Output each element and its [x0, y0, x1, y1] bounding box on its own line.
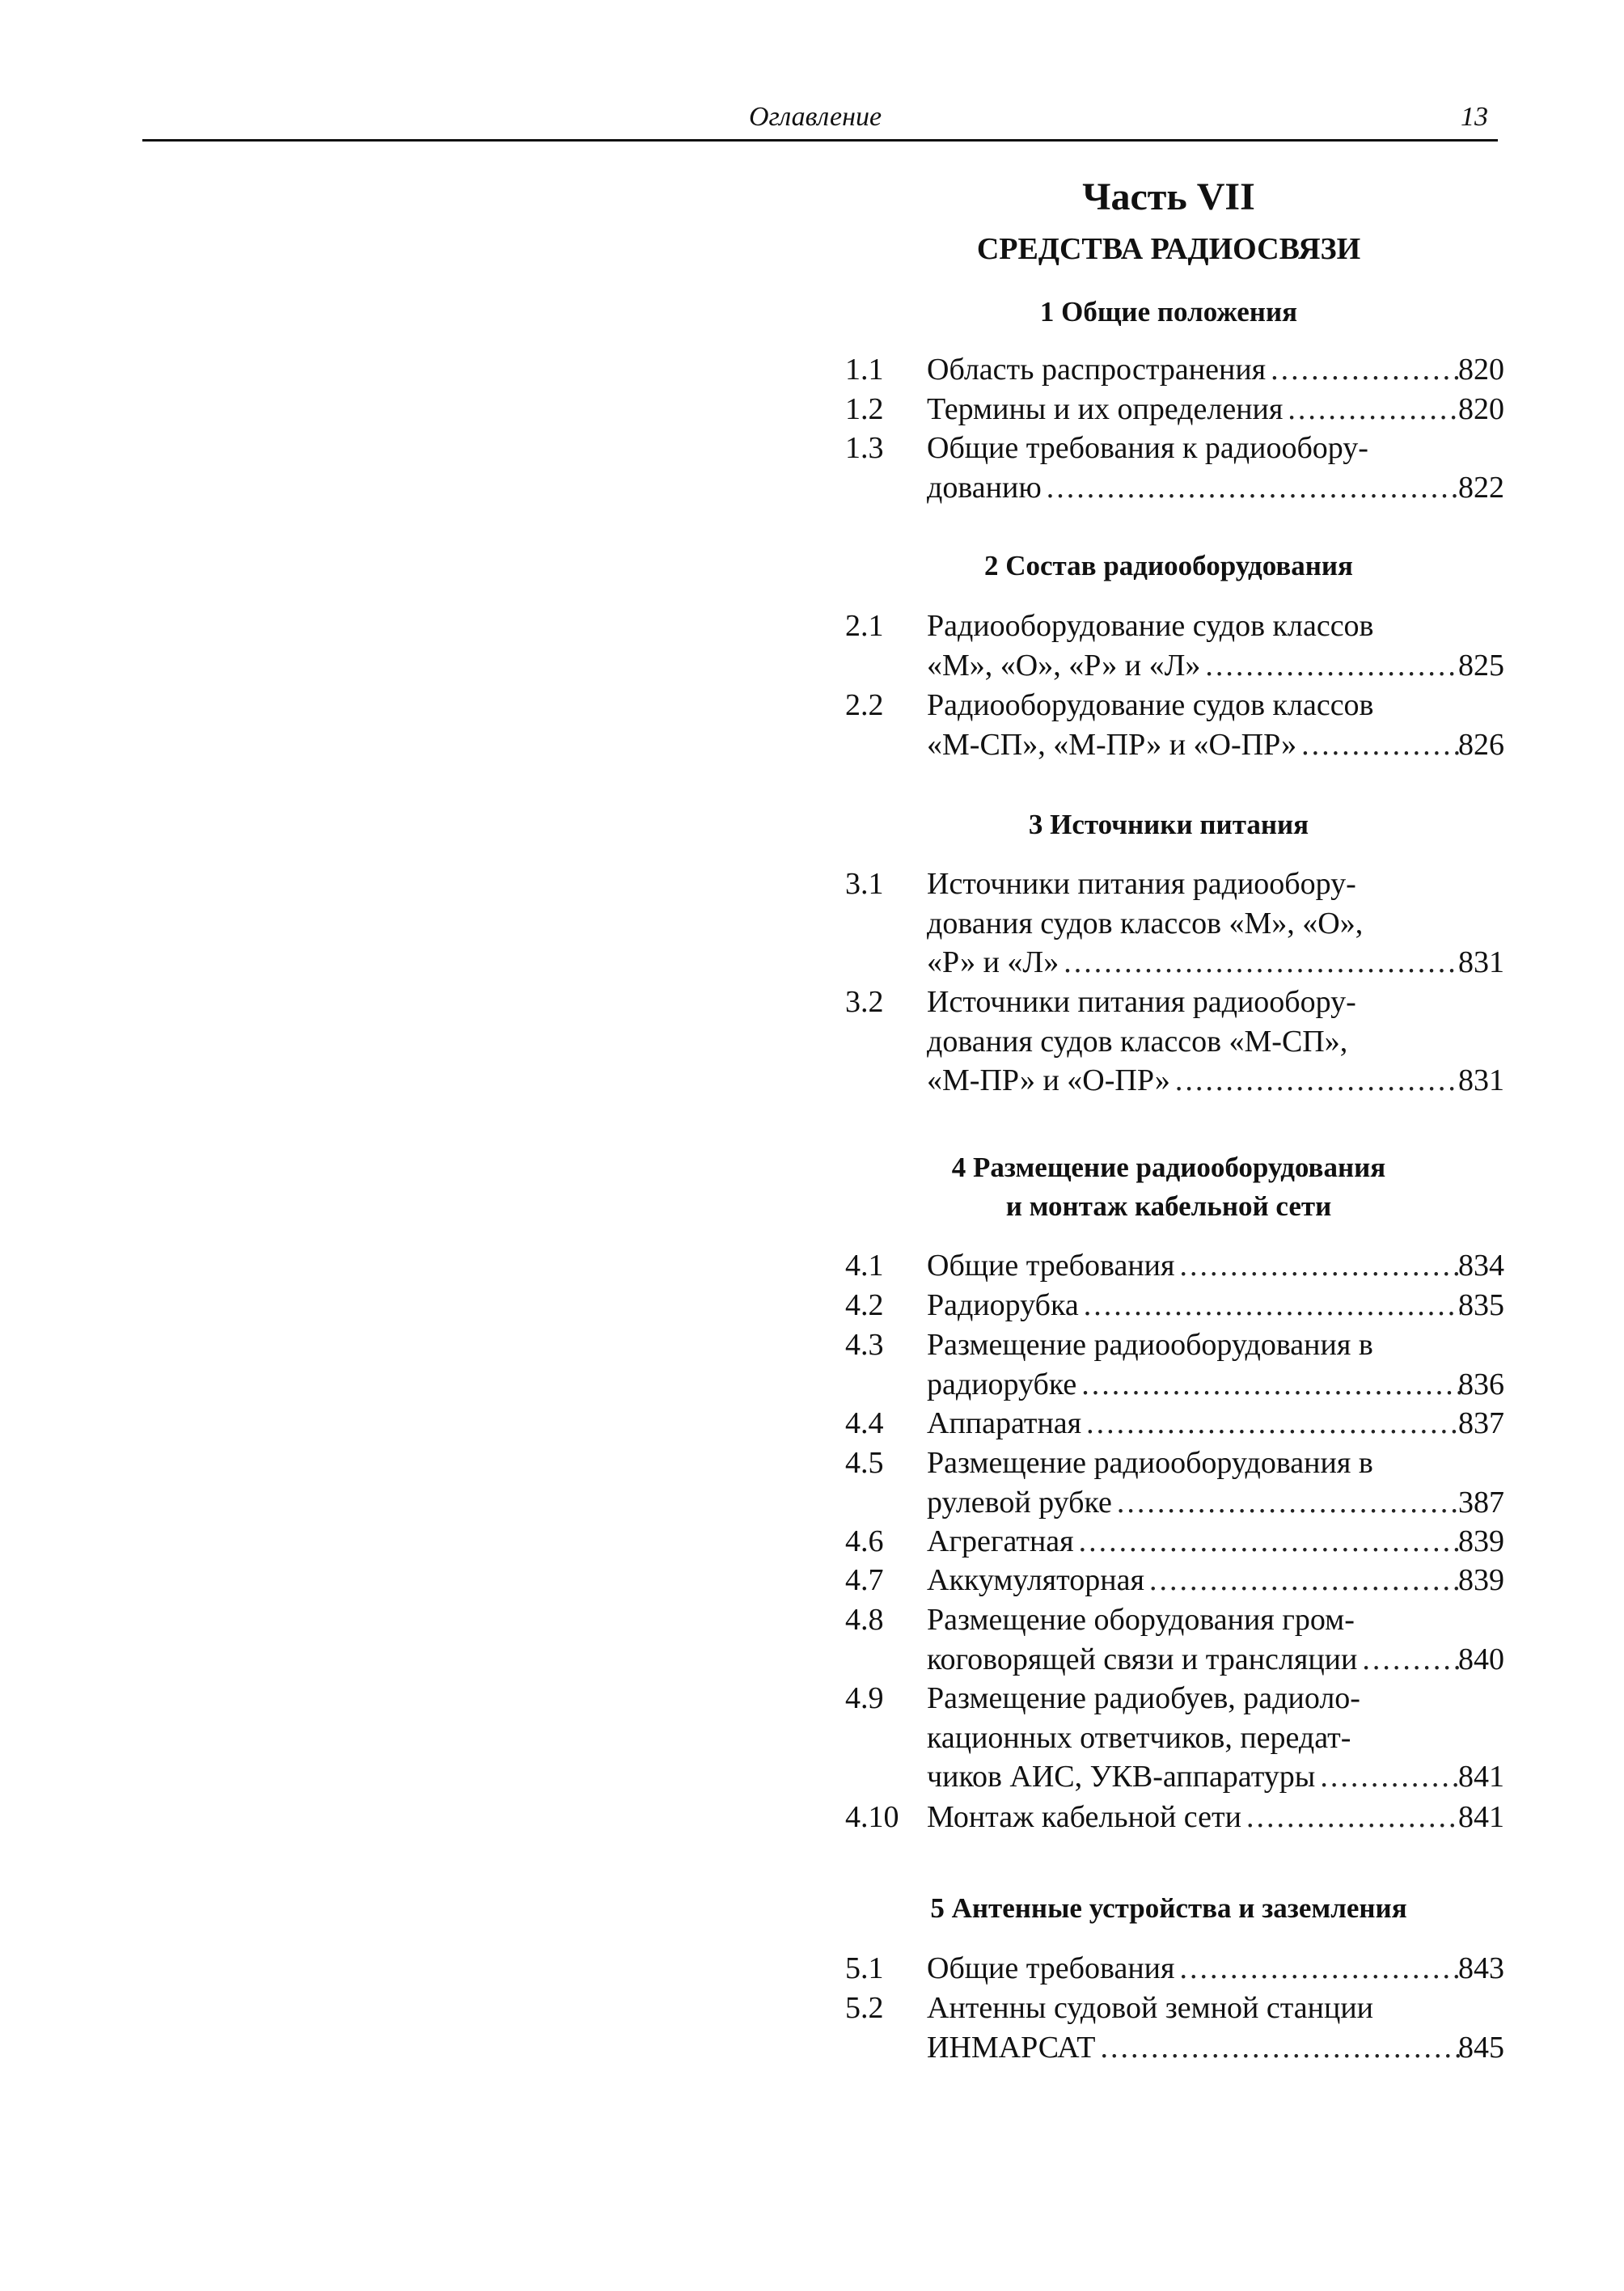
toc-entry-text: Общие требования к радиообору- [927, 431, 1368, 465]
section-title-line: 1 Общие положения [1039, 296, 1298, 328]
toc-entry-text: ИНМАРСАТ [927, 2030, 1096, 2065]
toc-entry-text: рулевой рубке [927, 1485, 1112, 1520]
toc-entry-text: коговорящей связи и трансляции [927, 1642, 1358, 1676]
toc-entry-number: 1.1 [845, 353, 884, 387]
toc-entry-text: Размещение радиооборудования в [927, 1328, 1373, 1362]
header-divider [142, 139, 1498, 142]
dot-leader [1047, 470, 1461, 505]
toc-entry-page-number: 820 [1458, 392, 1504, 426]
toc-entry-text: чиков АИС, УКВ-аппаратуры [927, 1760, 1316, 1794]
toc-entry-page-number: 837 [1458, 1406, 1504, 1440]
toc-entry-text: Общие требования [927, 1951, 1175, 1985]
toc-entry-page-number: 839 [1458, 1563, 1504, 1597]
toc-entry-text: Аппаратная [927, 1406, 1082, 1440]
dot-leader [1205, 648, 1461, 683]
toc-entry[interactable] [833, 1327, 1504, 1405]
toc-entry-page-number: 836 [1458, 1367, 1504, 1401]
toc-entry[interactable] [833, 608, 1504, 687]
dot-leader [1084, 1287, 1461, 1323]
toc-entry-text: «М-ПР» и «О-ПР» [927, 1063, 1170, 1097]
toc-entry-text: Аккумуляторная [927, 1563, 1144, 1597]
toc-entry-last-line [927, 1562, 1461, 1598]
toc-entry-number: 4.7 [845, 1563, 884, 1597]
toc-entry-text: Размещение радиобуев, радиоло- [927, 1681, 1360, 1715]
toc-entry-number: 5.2 [845, 1991, 884, 2025]
toc-entry-page-number: 843 [1458, 1951, 1504, 1985]
toc-entry-last-line [927, 648, 1461, 683]
toc-entry-last-line [927, 1524, 1461, 1559]
toc-entry[interactable] [833, 687, 1504, 766]
toc-entry-last-line [927, 727, 1461, 763]
toc-entry-last-line [927, 1485, 1461, 1520]
toc-entry[interactable] [833, 1287, 1504, 1327]
dot-leader [1175, 1063, 1461, 1098]
toc-entry-page-number: 841 [1458, 1800, 1504, 1834]
toc-entry-last-line [927, 470, 1461, 505]
toc-entry-number: 4.1 [845, 1249, 884, 1283]
toc-entry-page-number: 835 [1458, 1288, 1504, 1322]
toc-entry-number: 2.1 [845, 609, 884, 643]
toc-entry[interactable] [833, 1799, 1504, 1839]
toc-entry-text: Радиорубка [927, 1288, 1079, 1322]
toc-entry-text: Монтаж кабельной сети [927, 1800, 1241, 1834]
section-title-line: 4 Размещение радиооборудования [951, 1152, 1386, 1183]
toc-entry[interactable] [833, 1248, 1504, 1287]
toc-entry-page-number: 387 [1458, 1485, 1504, 1520]
toc-entry[interactable] [833, 866, 1504, 984]
section-title [833, 547, 1504, 585]
toc-entry-page-number: 822 [1458, 470, 1504, 505]
toc-entry-last-line [927, 945, 1461, 980]
toc-entry-text: дования судов классов «М», «О», [927, 906, 1364, 940]
dot-leader [1079, 1524, 1461, 1559]
toc-entry-last-line [927, 1367, 1461, 1402]
toc-entry-page-number: 831 [1458, 945, 1504, 979]
toc-entry-last-line [927, 352, 1461, 387]
running-header-title: Оглавление [749, 102, 882, 132]
section-title-line: 2 Состав радиооборудования [983, 550, 1353, 581]
part-title: Часть VII [1082, 175, 1255, 218]
section-title-line: и монтаж кабельной сети [1005, 1190, 1332, 1222]
toc-entry-last-line [927, 1951, 1461, 1986]
toc-entry-last-line [927, 1799, 1461, 1835]
toc-entry-page-number: 839 [1458, 1524, 1504, 1558]
toc-entry[interactable] [833, 391, 1504, 431]
section-title [833, 293, 1504, 332]
toc-entry-page-number: 820 [1458, 353, 1504, 387]
dot-leader [1288, 391, 1461, 427]
dot-leader [1081, 1367, 1461, 1402]
section-title-line: 5 Антенные устройства и заземления [930, 1892, 1407, 1924]
toc-entry-text: Радиооборудование судов классов [927, 609, 1374, 643]
toc-entry-page-number: 845 [1458, 2030, 1504, 2065]
toc-entry-last-line [927, 1405, 1461, 1441]
toc-entry-text: Антенны судовой земной станции [927, 1991, 1374, 2025]
toc-entry-number: 2.2 [845, 688, 884, 722]
toc-entry-last-line [927, 2030, 1461, 2065]
toc-entry-number: 4.9 [845, 1681, 884, 1715]
toc-entry-page-number: 825 [1458, 648, 1504, 683]
section-title [833, 1889, 1504, 1928]
toc-entry-text: кационных ответчиков, передат- [927, 1720, 1351, 1755]
toc-entry-page-number: 834 [1458, 1249, 1504, 1283]
toc-entry-text: Источники питания радиообору- [927, 985, 1356, 1019]
running-header-page-number: 13 [1461, 102, 1488, 132]
dot-leader [1320, 1759, 1461, 1794]
toc-entry-number: 4.5 [845, 1446, 884, 1480]
toc-entry-last-line [927, 1248, 1461, 1283]
toc-entry-last-line [927, 1642, 1461, 1677]
toc-entry-number: 1.2 [845, 392, 884, 426]
section-title [833, 805, 1504, 844]
dot-leader [1179, 1951, 1461, 1986]
toc-entry-number: 4.10 [845, 1800, 899, 1834]
toc-entry[interactable] [833, 1990, 1504, 2069]
toc-entry-last-line [927, 391, 1461, 427]
toc-entry-number: 4.2 [845, 1288, 884, 1322]
toc-entry[interactable] [833, 430, 1504, 509]
toc-entry-text: Общие требования [927, 1249, 1175, 1283]
toc-entry-text: Агрегатная [927, 1524, 1074, 1558]
toc-entry-text: Термины и их определения [927, 392, 1284, 426]
toc-entry-text: Размещение радиооборудования в [927, 1446, 1373, 1480]
toc-entry-last-line [927, 1287, 1461, 1323]
dot-leader [1301, 727, 1461, 763]
toc-entry[interactable] [833, 1524, 1504, 1563]
toc-entry[interactable] [833, 352, 1504, 391]
toc-entry-page-number: 840 [1458, 1642, 1504, 1676]
toc-entry[interactable] [833, 1680, 1504, 1799]
dot-leader [1246, 1799, 1461, 1835]
dot-leader [1117, 1485, 1461, 1520]
toc-entry-page-number: 826 [1458, 727, 1504, 762]
toc-entry[interactable] [833, 984, 1504, 1102]
section-title [833, 1148, 1504, 1226]
toc-entry[interactable] [833, 1445, 1504, 1524]
dot-leader [1362, 1642, 1461, 1677]
section-title-line: 3 Источники питания [1028, 809, 1309, 840]
toc-entry-last-line [927, 1759, 1461, 1794]
toc-entry-number: 4.6 [845, 1524, 884, 1558]
part-subtitle: СРЕДСТВА РАДИОСВЯЗИ [976, 232, 1361, 266]
toc-entry-text: Размещение оборудования гром- [927, 1603, 1355, 1637]
dot-leader [1179, 1248, 1461, 1283]
dot-leader [1064, 945, 1461, 980]
toc-entry-text: Источники питания радиообору- [927, 867, 1356, 901]
toc-entry-page-number: 831 [1458, 1063, 1504, 1097]
toc-entry-last-line [927, 1063, 1461, 1098]
dot-leader [1100, 2030, 1461, 2065]
toc-entry-number: 3.2 [845, 985, 884, 1019]
dot-leader [1271, 352, 1461, 387]
dot-leader [1086, 1405, 1461, 1441]
toc-entry-number: 5.1 [845, 1951, 884, 1985]
toc-entry-number: 1.3 [845, 431, 884, 465]
toc-entry[interactable] [833, 1951, 1504, 1990]
dot-leader [1149, 1562, 1461, 1598]
toc-entry-text: «Р» и «Л» [927, 945, 1059, 979]
toc-entry-text: «М», «О», «Р» и «Л» [927, 648, 1201, 683]
toc-entry-text: дования судов классов «М-СП», [927, 1024, 1348, 1059]
toc-entry[interactable] [833, 1562, 1504, 1602]
toc-entry-text: «М-СП», «М-ПР» и «О-ПР» [927, 727, 1297, 762]
toc-entry-text: Радиооборудование судов классов [927, 688, 1374, 722]
toc-entry-number: 4.8 [845, 1603, 884, 1637]
toc-entry-page-number: 841 [1458, 1760, 1504, 1794]
toc-entry-text: Область распространения [927, 353, 1267, 387]
toc-entry-number: 4.4 [845, 1406, 884, 1440]
toc-entry-text: радиорубке [927, 1367, 1077, 1401]
toc-entry[interactable] [833, 1405, 1504, 1445]
toc-entry-number: 4.3 [845, 1328, 884, 1362]
toc-entry-number: 3.1 [845, 867, 884, 901]
toc-entry-text: дованию [927, 470, 1042, 505]
toc-entry[interactable] [833, 1602, 1504, 1680]
